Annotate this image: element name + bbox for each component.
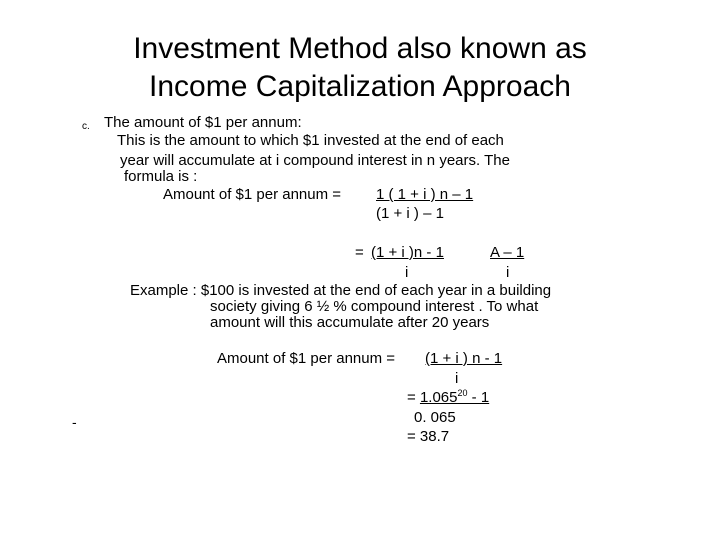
- formula2-eq: =: [355, 244, 364, 261]
- slide-title: [60, 30, 660, 106]
- formula2-numerator-a: (1 + i )n - 1: [371, 244, 444, 261]
- section-marker: c.: [82, 121, 90, 132]
- title-line-2: Income Capitalization Approach: [149, 70, 571, 103]
- example-line-3: amount will this accumulate after 20 years: [210, 314, 490, 331]
- formula1-numerator: 1 ( 1 + i ) n – 1: [376, 186, 474, 203]
- formula1-lhs: Amount of $1 per annum =: [163, 186, 342, 203]
- example-line-1: Example : $100 is invested at the end of each year in a building: [130, 282, 552, 299]
- calc-denominator: i: [455, 370, 459, 387]
- formula2-numerator-b: A – 1: [490, 244, 525, 261]
- calc-result: = 38.7: [407, 428, 450, 445]
- calc-line3: [407, 389, 489, 406]
- section-line-3: year will accumulate at i compound interest in n years. The: [120, 152, 510, 169]
- calc-numerator: (1 + i ) n - 1: [425, 350, 503, 367]
- calc-line3-num: [420, 389, 489, 406]
- calc-line4: 0. 065: [414, 409, 456, 426]
- calc-line3-rest: - 1: [467, 389, 490, 406]
- section-line-2: This is the amount to which $1 invested at the end of each: [117, 132, 504, 149]
- calc-line3-exp: 20: [457, 388, 468, 398]
- example-line-2: society giving 6 ½ % compound interest . To what: [210, 298, 539, 315]
- title-line-1: Investment Method also known as: [133, 32, 587, 65]
- stray-mark: -: [72, 414, 77, 430]
- section-line-1: The amount of $1 per annum:: [104, 114, 302, 131]
- formula2-denominator-a: i: [405, 264, 409, 281]
- calc-line3-base: 1.065: [419, 389, 458, 406]
- calc-line3-eq: =: [407, 389, 420, 406]
- formula2-denominator-b: i: [506, 264, 510, 281]
- section-line-4: formula is :: [124, 168, 198, 185]
- formula1-denominator: (1 + i ) – 1: [376, 205, 444, 222]
- calc-lhs: Amount of $1 per annum =: [217, 350, 396, 367]
